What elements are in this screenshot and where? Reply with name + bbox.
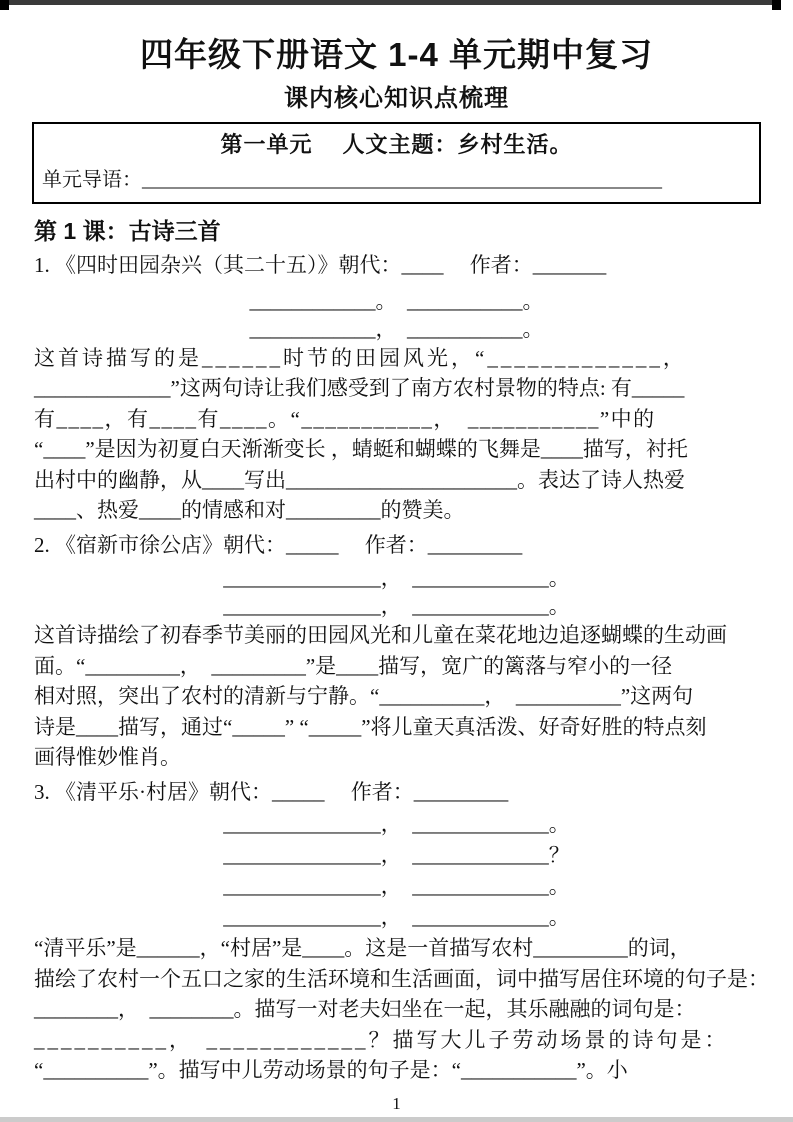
poem-1-analysis-line-1: 这首诗描写的是______时节的田园风光，“_____________， — [34, 345, 687, 370]
poem-item-1 — [34, 250, 759, 526]
unit-box — [32, 122, 761, 204]
poem-item-2 — [34, 530, 759, 773]
lesson-heading: 第 1 课：古诗三首 — [34, 218, 221, 244]
poem-3-blank-line-3: _______________， _____________。 — [223, 874, 570, 898]
poem-item-3 — [34, 777, 769, 1086]
poem-2-analysis-line-1: 这首诗描绘了初春季节美丽的田园风光和儿童在菜花地边追逐蝴蝶的生动画 — [34, 623, 727, 647]
scan-corner-mark-left — [0, 0, 9, 10]
poem-1-title-line: 1. 《四时田园杂兴（其二十五）》朝代：____ 作者：_______ — [34, 253, 607, 277]
page-number: 1 — [392, 1093, 401, 1113]
poem-2-analysis-line-3: 相对照，突出了农村的清新与宁静。“__________， __________”这两句 — [34, 684, 694, 708]
scan-top-edge — [0, 0, 776, 5]
poem-3-blank-line-1: _______________， _____________。 — [223, 812, 570, 836]
poem-3-analysis-line-1: “清平乐”是______，“村居”是____。这是一首描写农村_________的词， — [34, 936, 691, 960]
unit-heading: 第一单元 人文主题：乡村生活。 — [220, 132, 573, 157]
poem-1-blank-line-2: ____________， ___________。 — [249, 316, 544, 341]
unit-intro-label: 单元导语： — [42, 169, 142, 191]
poem-1-analysis — [34, 343, 759, 526]
poem-3-blank-line-2: _______________， _____________？ — [223, 843, 570, 867]
scan-bottom-edge — [0, 1117, 793, 1122]
poem-3-blank-line-4: _______________， _____________。 — [223, 905, 570, 929]
poem-1-analysis-line-2: _____________”这两句诗让我们感受到了南方农村景物的特点: 有_____ — [34, 376, 685, 400]
poem-1-blank-lines — [34, 287, 759, 343]
poem-2-title-line: 2. 《宿新市徐公店》朝代：_____ 作者：_________ — [34, 532, 523, 557]
poem-2-analysis-line-5: 画得惟妙惟肖。 — [34, 745, 181, 769]
poem-2-blank-line-1: _______________， _____________。 — [223, 566, 570, 590]
unit-intro-blank: ____________________________________________________ — [142, 169, 662, 191]
lesson-content — [34, 250, 769, 1086]
poem-1-analysis-line-5: 出村中的幽静，从____写出______________________。表达了诗人热爱 — [34, 467, 685, 492]
poem-1-analysis-line-3: 有____，有____有____。“___________， ___________”中的 — [34, 406, 656, 431]
poem-2-analysis-line-2: 面。“_________， _________”是____描写，宽广的篱落与窄小的一径 — [34, 653, 673, 678]
poem-3-analysis-line-4: __________， ____________？描写大儿子劳动场景的诗句是： — [34, 1027, 729, 1052]
poem-3-title-line: 3. 《清平乐·村居》朝代：_____ 作者：_________ — [34, 779, 509, 804]
poem-3-blank-lines — [34, 809, 759, 933]
poem-2-blank-lines — [34, 564, 759, 620]
scan-corner-mark-right — [772, 0, 781, 10]
poem-1-analysis-line-4: “____”是因为初夏白天渐渐变长 ，蜻蜓和蝴蝶的飞舞是____描写，衬托 — [34, 437, 688, 461]
poem-3-analysis — [34, 933, 769, 1086]
page-subtitle: 课内核心知识点梳理 — [284, 85, 509, 112]
poem-3-analysis-line-2: 描绘了农村一个五口之家的生活环境和生活画面，词中描写居住环境的句子是： — [34, 966, 769, 991]
poem-2-analysis-line-4: 诗是____描写，通过“_____” “_____”将儿童天真活泼、好奇好胜的特点刻 — [34, 714, 707, 739]
poem-2-blank-line-2: _______________， _____________。 — [223, 594, 570, 618]
poem-2-analysis — [34, 620, 759, 773]
poem-1-blank-line-1: ____________。 ___________。 — [249, 288, 544, 313]
page-title: 四年级下册语文 1-4 单元期中复习 — [139, 36, 654, 73]
poem-1-analysis-line-6: ____、热爱____的情感和对_________的赞美。 — [34, 498, 465, 522]
unit-intro-line — [42, 166, 751, 194]
poem-3-analysis-line-3: ________， ________。描写一对老夫妇坐在一起，其乐融融的词句是： — [34, 997, 696, 1021]
poem-3-analysis-line-5: “__________”。描写中儿劳动场景的句子是：“___________”。小 — [34, 1058, 628, 1082]
